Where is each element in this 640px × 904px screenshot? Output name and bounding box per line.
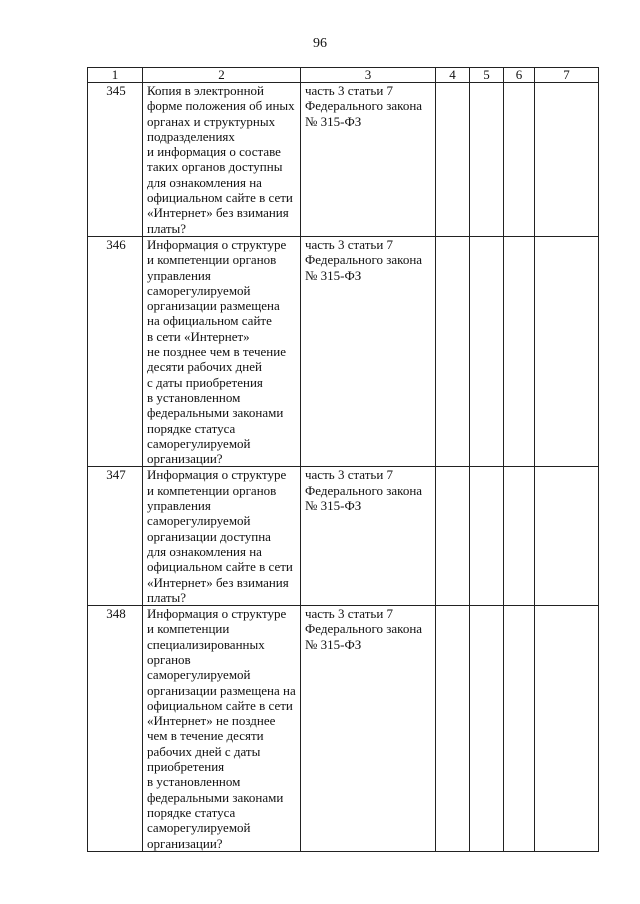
page-number: 96 <box>313 36 327 51</box>
note-cell <box>535 467 599 606</box>
question-line: специализированных <box>147 636 265 652</box>
column-header-5: 5 <box>470 68 504 83</box>
not-applicable-cell <box>504 236 535 466</box>
legal-basis-cell <box>301 83 436 237</box>
question-cell <box>143 236 301 466</box>
item-number: 347 <box>88 467 143 606</box>
question-line: организации размещена <box>147 298 280 314</box>
not-applicable-cell <box>504 467 535 606</box>
question-line: саморегулируемой <box>147 667 251 683</box>
question-line: приобретения <box>147 759 225 775</box>
question-line: и компетенции органов <box>147 482 277 498</box>
question-line: «Интернет» без взимания <box>147 205 289 221</box>
question-cell <box>143 83 301 237</box>
question-line: управления <box>147 498 211 514</box>
answer-yes-cell <box>436 606 470 852</box>
question-line: для ознакомления на <box>147 174 262 190</box>
header-row <box>88 68 599 83</box>
question-line: с даты приобретения <box>147 374 263 390</box>
legal-basis-line: часть 3 статьи 7 <box>305 606 394 622</box>
answer-yes-cell <box>436 236 470 466</box>
answer-no-cell <box>470 467 504 606</box>
column-header-7: 7 <box>535 68 599 83</box>
table-row <box>88 606 599 852</box>
answer-no-cell <box>470 83 504 237</box>
column-header-6: 6 <box>504 68 535 83</box>
column-header-4: 4 <box>436 68 470 83</box>
question-line: десяти рабочих дней <box>147 359 262 375</box>
question-line: «Интернет» без взимания <box>147 574 289 590</box>
column-header-3: 3 <box>301 68 436 83</box>
question-line: в установленном <box>147 389 241 405</box>
question-line: управления <box>147 267 211 283</box>
question-line: Информация о структуре <box>147 606 287 622</box>
item-number: 346 <box>88 236 143 466</box>
question-line: федеральными законами <box>147 789 284 805</box>
legal-basis-line: № 315-ФЗ <box>305 636 362 652</box>
question-line: организации размещена на <box>147 682 296 698</box>
table-body <box>88 83 599 852</box>
answer-no-cell <box>470 236 504 466</box>
question-line: на официальном сайте <box>147 313 272 329</box>
legal-basis-line: № 315-ФЗ <box>305 267 362 283</box>
question-line: подразделениях <box>147 128 235 144</box>
legal-basis-line: Федерального закона <box>305 252 423 268</box>
question-line: саморегулируемой <box>147 513 251 529</box>
question-line: и компетенции <box>147 621 230 637</box>
question-line: платы? <box>147 220 187 236</box>
not-applicable-cell <box>504 83 535 237</box>
question-line: Копия в электронной <box>147 83 265 98</box>
note-cell <box>535 606 599 852</box>
question-line: таких органов доступны <box>147 159 283 175</box>
item-number: 348 <box>88 606 143 852</box>
question-line: и компетенции органов <box>147 252 277 268</box>
legal-basis-line: часть 3 статьи 7 <box>305 467 394 483</box>
question-line: Информация о структуре <box>147 467 287 483</box>
legal-basis-line: часть 3 статьи 7 <box>305 236 394 252</box>
question-line: органах и структурных <box>147 113 276 129</box>
answer-yes-cell <box>436 467 470 606</box>
not-applicable-cell <box>504 606 535 852</box>
legal-basis-cell <box>301 606 436 852</box>
question-line: «Интернет» не позднее <box>147 713 276 729</box>
question-line: Информация о структуре <box>147 236 287 252</box>
table-row <box>88 83 599 237</box>
legal-basis-line: Федерального закона <box>305 621 423 637</box>
question-line: официальном сайте в сети <box>147 559 293 575</box>
question-line: в установленном <box>147 774 241 790</box>
question-line: чем в течение десяти <box>147 728 264 744</box>
legal-basis-line: № 315-ФЗ <box>305 113 362 129</box>
question-line: официальном сайте в сети <box>147 697 293 713</box>
table-row <box>88 236 599 466</box>
question-line: порядке статуса <box>147 420 236 436</box>
legal-basis-line: Федерального закона <box>305 482 423 498</box>
column-header-1: 1 <box>88 68 143 83</box>
question-line: форме положения об иных <box>147 98 295 114</box>
column-header-2: 2 <box>143 68 301 83</box>
answer-yes-cell <box>436 83 470 237</box>
question-line: не позднее чем в течение <box>147 344 286 360</box>
checklist-table <box>87 67 599 852</box>
answer-no-cell <box>470 606 504 852</box>
question-line: рабочих дней с даты <box>147 743 261 759</box>
question-line: и информация о составе <box>147 144 281 160</box>
question-cell <box>143 606 301 852</box>
legal-basis-line: № 315-ФЗ <box>305 498 362 514</box>
question-line: для ознакомления на <box>147 543 262 559</box>
question-line: организации? <box>147 451 223 467</box>
question-line: саморегулируемой <box>147 435 251 451</box>
legal-basis-line: часть 3 статьи 7 <box>305 83 394 98</box>
question-line: саморегулируемой <box>147 820 251 836</box>
question-line: платы? <box>147 589 187 605</box>
item-number: 345 <box>88 83 143 237</box>
table-row <box>88 467 599 606</box>
question-line: организации доступна <box>147 528 271 544</box>
question-line: организации? <box>147 835 223 851</box>
question-line: в сети «Интернет» <box>147 328 250 344</box>
question-line: порядке статуса <box>147 804 236 820</box>
legal-basis-line: Федерального закона <box>305 98 423 114</box>
question-line: федеральными законами <box>147 405 284 421</box>
question-line: органов <box>147 651 191 667</box>
legal-basis-cell <box>301 236 436 466</box>
question-line: саморегулируемой <box>147 282 251 298</box>
question-line: официальном сайте в сети <box>147 190 293 206</box>
note-cell <box>535 236 599 466</box>
note-cell <box>535 83 599 237</box>
legal-basis-cell <box>301 467 436 606</box>
question-cell <box>143 467 301 606</box>
